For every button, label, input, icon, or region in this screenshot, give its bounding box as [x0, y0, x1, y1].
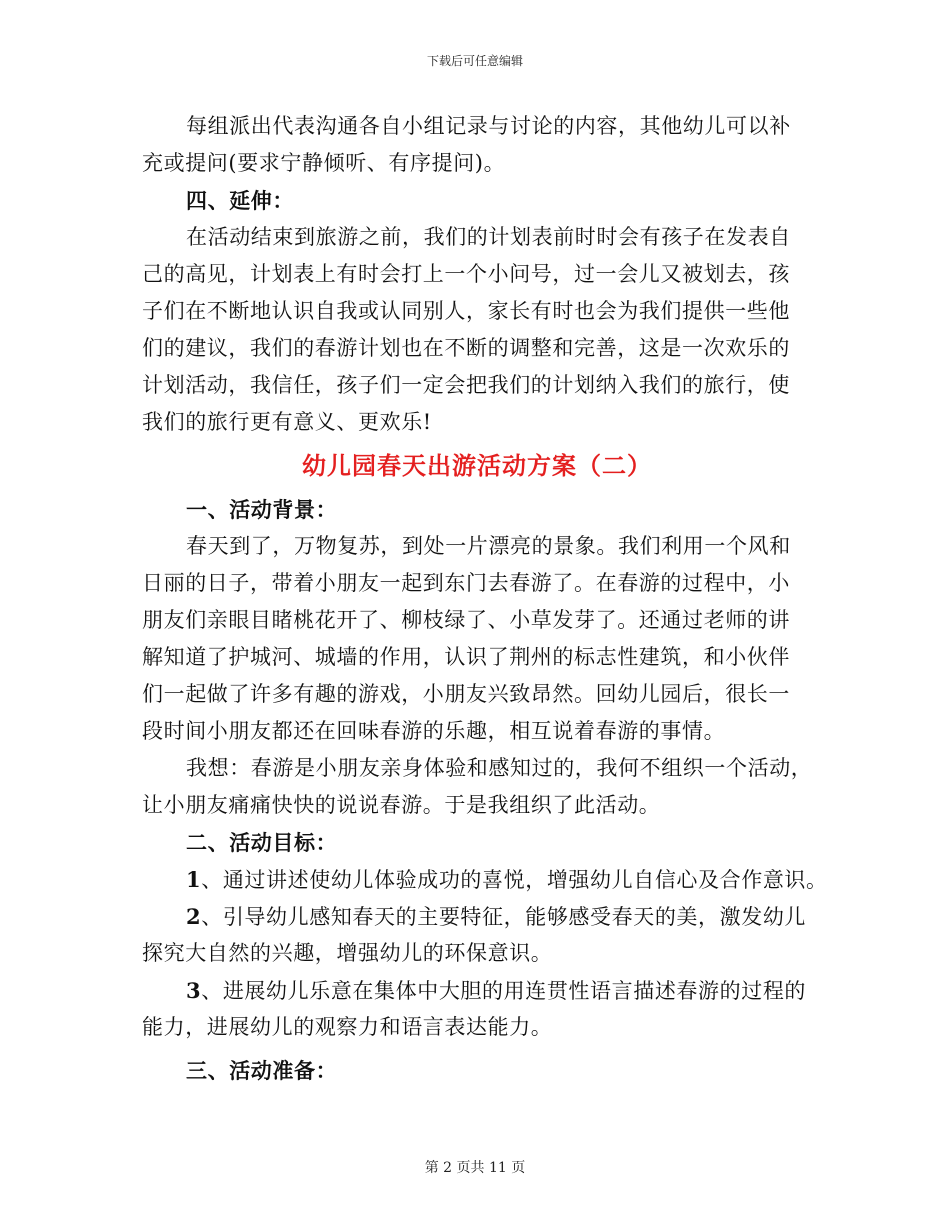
goal-number: 3: [186, 978, 202, 1003]
page-header: 下载后可任意编辑: [426, 54, 523, 68]
paragraph-line: 日丽的日子，带着小朋友一起到东门去春游了。在春游的过程中，小: [142, 571, 790, 595]
section-heading-preparation: 三、活动准备：: [186, 1058, 338, 1083]
document-title: 幼儿园春天出游活动方案（二）: [302, 451, 652, 480]
paragraph-line: 我想：春游是小朋友亲身体验和感知过的，我何不组织一个活动，: [186, 756, 813, 780]
paragraph-line: 们一起做了许多有趣的游戏，小朋友兴致昂然。回幼儿园后，很长一: [142, 682, 790, 706]
paragraph-line: 充或提问(要求宁静倾听、有序提问)。: [142, 151, 506, 175]
paragraph-line: 段时间小朋友都还在回味春游的乐趣，相互说着春游的事情。: [142, 719, 726, 743]
section-heading-goals: 二、活动目标：: [186, 830, 338, 855]
paragraph-line: 子们在不断地认识自我或认同别人，家长有时也会为我们提供一些他: [142, 299, 790, 323]
paragraph-line: 们的建议，我们的春游计划也在不断的调整和完善，这是一次欢乐的: [142, 336, 790, 360]
goal-number: 1: [186, 867, 202, 892]
paragraph-line: 己的高见，计划表上有时会打上一个小问号，过一会儿又被划去，孩: [142, 262, 790, 286]
paragraph-line: 每组派出代表沟通各自小组记录与讨论的内容，其他幼儿可以补: [186, 114, 791, 138]
paragraph-line: 我们的旅行更有意义、更欢乐!: [142, 410, 432, 434]
paragraph-line: 朋友们亲眼目睹桃花开了、柳枝绿了、小草发芽了。还通过老师的讲: [142, 608, 790, 632]
goal-item-2: [142, 898, 822, 935]
paragraph-line: 让小朋友痛痛快快的说说春游。于是我组织了此活动。: [142, 793, 661, 817]
paragraph-line: 探究大自然的兴趣，增强幼儿的环保意识。: [142, 941, 553, 965]
goal-text: 、进展幼儿乐意在集体中大胆的用连贯性语言描述春游的过程的: [201, 979, 807, 1003]
paragraph-line: 春天到了，万物复苏，到处一片漂亮的景象。我们利用一个风和: [186, 534, 791, 558]
document-body: [142, 108, 828, 1089]
goal-number: 2: [186, 904, 202, 929]
paragraph-line: 能力，进展幼儿的观察力和语言表达能力。: [142, 1015, 553, 1039]
paragraph-line: 在活动结束到旅游之前，我们的计划表前时时会有孩子在发表自: [186, 225, 791, 249]
goal-text: 、引导幼儿感知春天的主要特征，能够感受春天的美，激发幼儿: [201, 905, 807, 929]
goal-item-3: [142, 972, 822, 1009]
goal-text: 、通过讲述使幼儿体验成功的喜悦，增强幼儿自信心及合作意识。: [201, 868, 828, 892]
paragraph-line: 计划活动，我信任，孩子们一定会把我们的计划纳入我们的旅行，使: [142, 373, 790, 397]
goal-item-1: [142, 861, 828, 898]
page-footer: 第 2 页共 11 页: [424, 1160, 526, 1176]
section-heading-extension: 四、延伸：: [186, 188, 294, 213]
paragraph-line: 解知道了护城河、城墙的作用，认识了荆州的标志性建筑，和小伙伴: [142, 645, 790, 669]
section-heading-background: 一、活动背景：: [186, 497, 338, 522]
